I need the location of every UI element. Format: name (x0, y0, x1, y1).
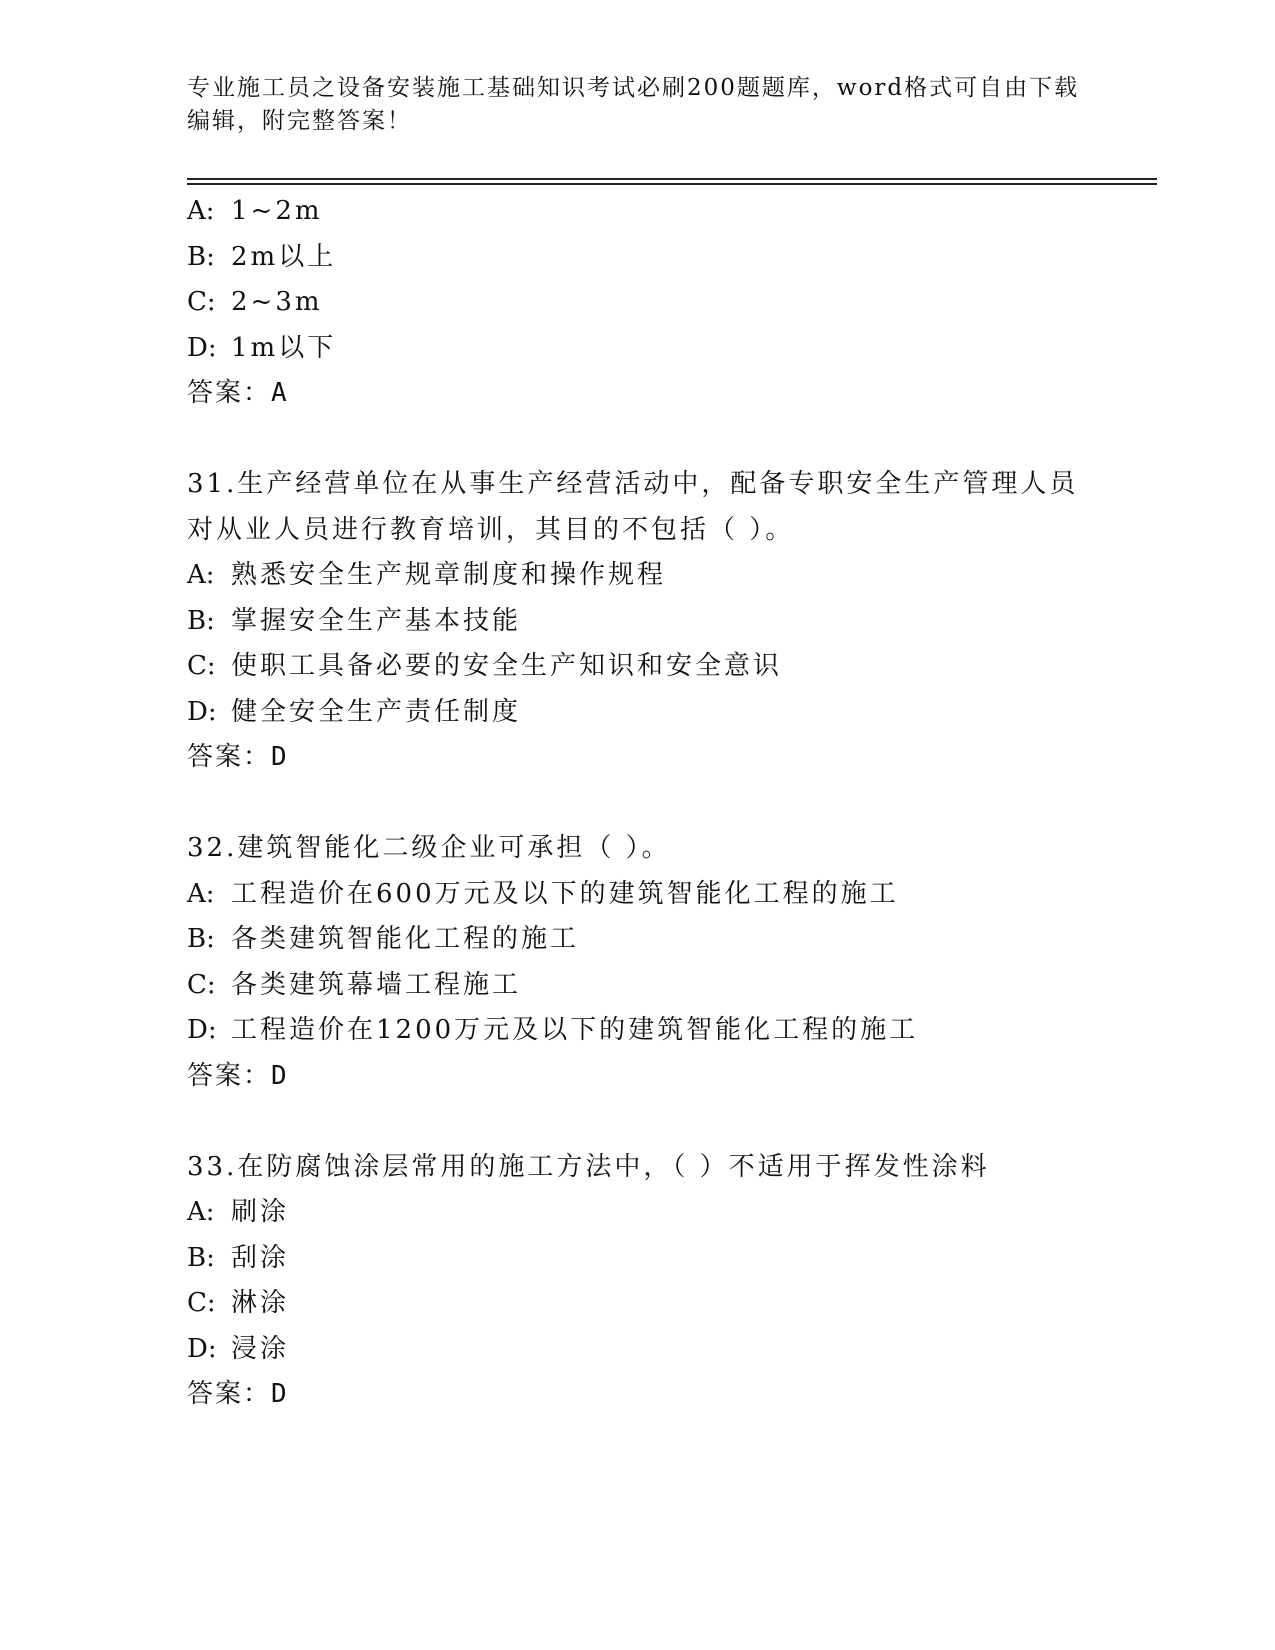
option-d (187, 326, 1117, 372)
answer-label: 答案： (187, 1379, 272, 1409)
option-text: 使职工具备必要的安全生产知识和安全意识 (231, 651, 783, 681)
question-block (187, 1145, 1117, 1418)
option-a (187, 553, 1117, 599)
option-text: 健全安全生产责任制度 (231, 696, 522, 727)
header-title-line-1: 专业施工员之设备安装施工基础知识考试必刷200题题库，word格式可自由下载 (187, 75, 1080, 101)
option-letter: A: (187, 196, 215, 226)
answer-value: A (271, 378, 287, 408)
document-header (187, 72, 1087, 138)
answer-label: 答案： (187, 742, 272, 772)
answer-line (187, 1054, 1117, 1100)
option-a (187, 189, 1117, 235)
header-rule-bottom (187, 183, 1157, 185)
option-b (187, 599, 1117, 645)
answer-line (187, 1372, 1117, 1418)
question-text-line: 33.在防腐蚀涂层常用的施工方法中，（ ）不适用于挥发性涂料 (187, 1151, 990, 1182)
option-text: 2~3m (231, 287, 323, 317)
option-d (187, 1008, 1117, 1054)
option-text: 刮涂 (231, 1242, 290, 1273)
option-letter: B: (187, 605, 215, 636)
question-block (187, 462, 1117, 781)
option-letter: C: (187, 651, 216, 681)
answer-value: D (271, 1060, 287, 1091)
option-letter: D: (187, 1015, 217, 1045)
option-c (187, 1281, 1117, 1327)
option-letter: B: (187, 241, 215, 272)
option-d (187, 1327, 1117, 1373)
option-letter: A: (187, 878, 215, 909)
option-text: 工程造价在1200万元及以下的建筑智能化工程的施工 (231, 1015, 919, 1045)
question-text-line: 32.建筑智能化二级企业可承担（ ）。 (187, 833, 671, 863)
block-spacer (187, 1099, 1117, 1145)
question-block (187, 189, 1117, 417)
header-title-line-2: 编辑，附完整答案！ (187, 108, 412, 134)
option-letter: C: (187, 969, 216, 1000)
answer-value: D (271, 1379, 287, 1409)
option-letter: D: (187, 1333, 217, 1364)
option-d (187, 690, 1117, 736)
option-a (187, 1190, 1117, 1236)
option-text: 各类建筑智能化工程的施工 (231, 924, 580, 954)
question-list (187, 189, 1117, 1418)
option-text: 各类建筑幕墙工程施工 (231, 969, 522, 1000)
option-c (187, 280, 1117, 326)
option-letter: A: (187, 1197, 215, 1227)
answer-line (187, 371, 1117, 417)
option-b (187, 1236, 1117, 1282)
option-text: 熟悉安全生产规章制度和操作规程 (231, 560, 667, 590)
option-text: 淋涂 (231, 1288, 290, 1318)
option-letter: C: (187, 287, 216, 317)
option-text: 工程造价在600万元及以下的建筑智能化工程的施工 (231, 878, 899, 909)
option-b (187, 235, 1117, 281)
option-letter: A: (187, 560, 215, 590)
option-letter: B: (187, 924, 215, 954)
option-text: 2m以上 (231, 241, 337, 272)
option-letter: B: (187, 1242, 215, 1273)
answer-value: D (271, 742, 287, 772)
block-spacer (187, 417, 1117, 463)
option-letter: D: (187, 696, 217, 727)
option-letter: D: (187, 332, 217, 363)
option-text: 1~2m (231, 196, 323, 226)
answer-label: 答案： (187, 1060, 272, 1091)
header-rule-top (187, 178, 1157, 180)
option-text: 浸涂 (231, 1333, 290, 1364)
option-c (187, 644, 1117, 690)
option-text: 刷涂 (231, 1197, 290, 1227)
option-c (187, 963, 1117, 1009)
question-text-line: 对从业人员进行教育培训，其目的不包括（ ）。 (187, 514, 795, 545)
answer-line (187, 735, 1117, 781)
answer-label: 答案： (187, 378, 272, 408)
question-block (187, 826, 1117, 1099)
option-a (187, 872, 1117, 918)
option-text: 1m以下 (231, 332, 337, 363)
option-b (187, 917, 1117, 963)
option-text: 掌握安全生产基本技能 (231, 605, 522, 636)
block-spacer (187, 781, 1117, 827)
question-text-line: 31.生产经营单位在从事生产经营活动中，配备专职安全生产管理人员 (187, 469, 1079, 499)
option-letter: C: (187, 1288, 216, 1318)
